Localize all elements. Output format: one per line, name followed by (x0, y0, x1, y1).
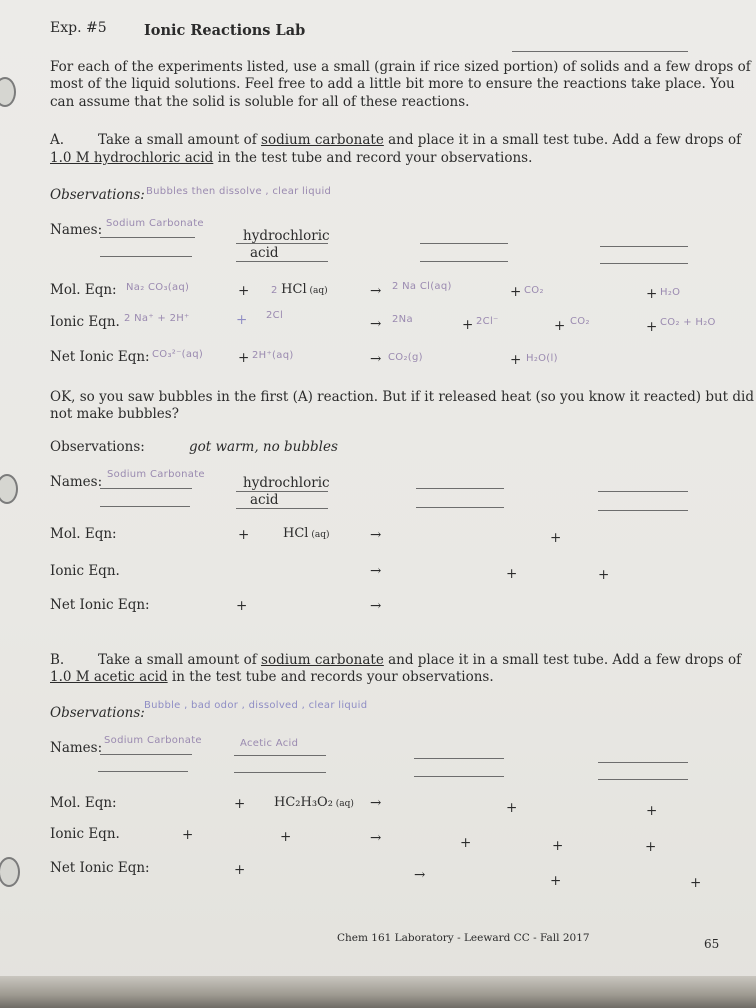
ok-line-2: not make bubbles? (50, 406, 179, 422)
plus: + (554, 318, 566, 334)
section-b-line-1: Take a small amount of sodium carbonate and place it in a small test tube. Add a few drops of (98, 652, 742, 668)
intro-line-3: can assume that the solid is soluble for all of these reactions. (50, 94, 470, 110)
page-number: 65 (704, 937, 720, 951)
section-b-letter: B. (50, 652, 65, 668)
footer-text: Chem 161 Laboratory - Leeward CC - Fall 2017 (337, 932, 590, 944)
plus: + (550, 873, 562, 889)
arrow: → (370, 598, 382, 614)
plus: + (646, 319, 658, 335)
section-b-observations-label: Observations: (50, 705, 145, 721)
section-a-ionic-product-2: 2Cl⁻ (476, 316, 499, 327)
plus: + (234, 862, 246, 878)
section-a-observations-answer: Bubbles then dissolve , clear liquid (146, 186, 332, 197)
arrow: → (414, 867, 426, 883)
binder-hole-top (0, 77, 16, 107)
section-a-net-product-2: H₂O(l) (526, 353, 558, 364)
plus: + (460, 835, 472, 851)
plus: + (598, 567, 610, 583)
section-a-net-reactant-1: CO₃²⁻(aq) (152, 349, 204, 360)
plus: + (510, 284, 522, 300)
plus: + (552, 838, 564, 854)
section-a-ionic-product-4: CO₂ + H₂O (660, 317, 716, 328)
plus: + (238, 283, 250, 299)
plus: + (550, 530, 562, 546)
plus: + (462, 317, 474, 333)
section-a-name-2-line-1: hydrochloric (243, 228, 330, 244)
intro-line-2: most of the liquid solutions. Feel free to add a little bit more to ensure the reactions take place. You (50, 76, 735, 92)
plus: + (238, 527, 250, 543)
section-a-names-label: Names: (50, 222, 103, 238)
plus: + (646, 286, 658, 302)
section-a-observations-label: Observations: (50, 187, 145, 203)
arrow: → (370, 795, 382, 811)
section-a-net-reactant-2: 2H⁺(aq) (252, 350, 294, 361)
section-a-mol-label: Mol. Eqn: (50, 282, 117, 298)
section-a-ionic-reactants: 2 Na⁺ + 2H⁺ (124, 313, 190, 324)
section-a-ionic-product-1: 2Na (392, 314, 413, 325)
section-a-letter: A. (50, 132, 65, 148)
section-b-mol-label: Mol. Eqn: (50, 795, 117, 811)
section-a-line-2: 1.0 M hydrochloric acid in the test tube and record your observations. (50, 150, 533, 166)
ok-observations-answer: got warm, no bubbles (189, 439, 338, 455)
arrow: → (370, 283, 382, 299)
arrow: → (370, 527, 382, 543)
section-a-mol-product-3: H₂O (660, 287, 681, 298)
arrow: → (370, 830, 382, 846)
arrow: → (370, 316, 382, 332)
ok-name-2-line-2: acid (250, 492, 279, 508)
plus: + (645, 839, 657, 855)
ok-line-1: OK, so you saw bubbles in the first (A) reaction. But if it released heat (so you know it reacted) but did (50, 389, 754, 405)
arrow: → (370, 563, 382, 579)
header-line (512, 51, 688, 52)
section-b-net-label: Net Ionic Eqn: (50, 860, 150, 876)
section-b-observations-answer: Bubble , bad odor , dissolved , clear liquid (144, 700, 368, 711)
ok-ionic-label: Ionic Eqn. (50, 563, 120, 579)
section-b-names-label: Names: (50, 740, 103, 756)
section-a-mol-reactant-2: 2 HCl (aq) (271, 282, 328, 297)
binder-hole-middle (0, 474, 18, 504)
plus: + (690, 875, 702, 891)
plus: + (646, 803, 658, 819)
ok-mol-label: Mol. Eqn: (50, 526, 117, 542)
section-a-mol-reactant-1: Na₂ CO₃(aq) (126, 282, 190, 293)
section-a-mol-product-1: 2 Na Cl(aq) (392, 281, 452, 292)
binder-hole-bottom (0, 857, 20, 887)
section-b-mol-reactant-2: HC₂H₃O₂ (aq) (274, 795, 354, 810)
section-a-ionic-product-3: CO₂ (570, 316, 590, 327)
section-b-name-1: Sodium Carbonate (104, 735, 202, 746)
section-b-line-2: 1.0 M acetic acid in the test tube and records your observations. (50, 669, 494, 685)
ok-mol-reactant-2: HCl (aq) (283, 526, 330, 541)
section-b-name-2: Acetic Acid (240, 738, 299, 749)
plus: + (234, 796, 246, 812)
section-b-ionic-label: Ionic Eqn. (50, 826, 120, 842)
ok-net-label: Net Ionic Eqn: (50, 597, 150, 613)
ok-name-2-line-1: hydrochloric (243, 475, 330, 491)
section-a-line-1: Take a small amount of sodium carbonate and place it in a small test tube. Add a few drops of (98, 132, 742, 148)
section-a-ionic-label: Ionic Eqn. (50, 314, 120, 330)
plus: + (506, 566, 518, 582)
ok-name-1: Sodium Carbonate (107, 469, 205, 480)
plus: + (510, 352, 522, 368)
experiment-number: Exp. #5 (50, 20, 107, 36)
section-a-name-2-line-2: acid (250, 245, 279, 261)
arrow: → (370, 351, 382, 367)
ok-observations-label: Observations: (50, 439, 145, 455)
plus: + (236, 312, 248, 328)
section-a-net-label: Net Ionic Eqn: (50, 349, 150, 365)
intro-line-1: For each of the experiments listed, use a small (grain if rice sized portion) of solids and a few drops of (50, 59, 751, 75)
plus: + (506, 800, 518, 816)
page-title: Ionic Reactions Lab (144, 22, 306, 39)
plus: + (238, 350, 250, 366)
section-a-net-product-1: CO₂(g) (388, 352, 423, 363)
section-a-mol-product-2: CO₂ (524, 285, 544, 296)
plus: + (280, 829, 292, 845)
plus: + (182, 827, 194, 843)
section-a-ionic-reactant-2: 2Cl (266, 310, 284, 321)
plus: + (236, 598, 248, 614)
ok-names-label: Names: (50, 474, 103, 490)
desk-edge (0, 976, 756, 1008)
section-a-name-1: Sodium Carbonate (106, 218, 204, 229)
